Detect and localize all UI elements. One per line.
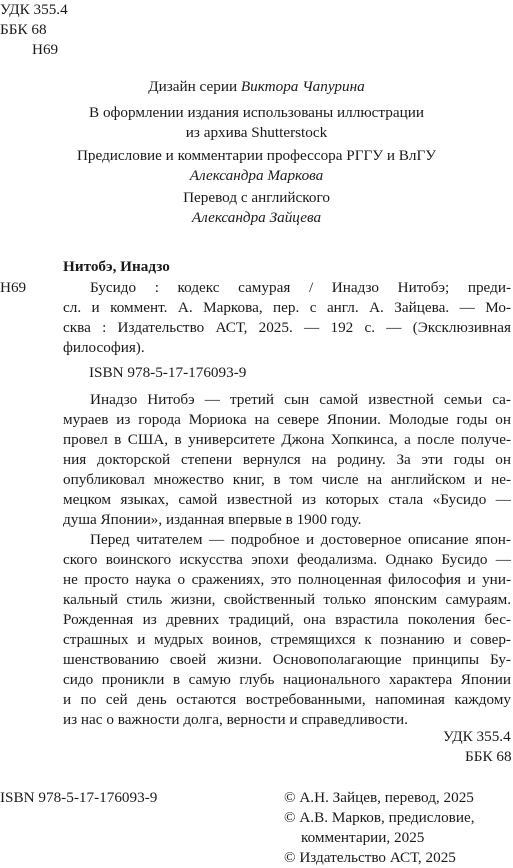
annotation-line: шенствованию своей жизни. Основополагающие принципы Бу- xyxy=(63,651,511,668)
catalog-author-mark: Н69 xyxy=(0,279,27,296)
translator-name: Александра Зайцева xyxy=(191,209,322,226)
annotation-line: кальный стиль жизни, свойственный только японским самураям. xyxy=(63,591,511,608)
udk-code-bottom: УДК 355.4 xyxy=(443,728,511,745)
catalog-entry-line: философия). xyxy=(63,339,145,356)
annotation-paragraph-1 xyxy=(63,390,511,530)
copyright-block xyxy=(284,788,475,868)
annotation-line: мецком языках, самой известной из которых стала «Бусидо — xyxy=(63,491,511,508)
annotation-line: мураев из города Мориока на севере Японии. Молодые годы он xyxy=(63,411,511,428)
annotation-line: страшных и мудрых воинов, стремящихся к познанию и совер- xyxy=(63,631,511,648)
annotation-line: и по сей день остаются востребованными, напоминая каждому xyxy=(63,691,511,708)
catalog-entry-line: сл. и коммент. А. Маркова, пер. с англ. А. Зайцева. — Мо- xyxy=(63,299,511,316)
copyright-line: © Издательство АСТ, 2025 xyxy=(284,849,456,866)
series-design-credit xyxy=(0,77,513,97)
annotation-line: опубликовал множество книг, в том числе на английском и не- xyxy=(63,471,511,488)
translation-credit xyxy=(0,188,513,228)
bbk-code-bottom: ББК 68 xyxy=(465,748,512,765)
preface-credit xyxy=(0,146,513,186)
annotation-line: Инадзо Нитобэ — третий сын самой известной семьи са- xyxy=(90,391,511,408)
bbk-code-top: ББК 68 xyxy=(0,21,47,38)
annotation-line: Перед читателем — подробное и достоверное описание япон- xyxy=(90,531,511,548)
catalog-entry xyxy=(63,278,511,358)
catalog-author-heading: Нитобэ, Инадзо xyxy=(63,258,170,275)
annotation-line: Рожденная из древних традиций, она взрастила поколения бес- xyxy=(63,611,511,628)
annotation-paragraph-2 xyxy=(63,530,511,730)
catalog-entry-line: Бусидо : кодекс самурая / Инадзо Нитобэ; преди- xyxy=(90,279,511,296)
annotation-line: ского воинского искусства эпохи феодализма. Однако Бусидо — xyxy=(63,551,511,568)
translation-line-1: Перевод с английского xyxy=(183,189,330,206)
series-design-prefix: Дизайн серии xyxy=(148,78,241,95)
copyright-line: © А.Н. Зайцев, перевод, 2025 xyxy=(284,789,474,806)
illustrations-credit xyxy=(0,103,513,143)
annotation-line: сидо проникли в самую глубь национального характера Японии xyxy=(63,671,511,688)
annotation-line: душа Японии», изданная впервые в 1900 году. xyxy=(63,511,362,528)
series-designer-name: Виктора Чапурина xyxy=(240,78,365,95)
udk-code-top: УДК 355.4 xyxy=(0,1,68,18)
annotation-line: ния докторской степени вернулся на родину. За эти годы он xyxy=(63,451,511,468)
preface-author-name: Александра Маркова xyxy=(189,167,324,184)
copyright-line: © А.В. Марков, предисловие, xyxy=(284,809,475,826)
illustrations-line-2: из архива Shutterstock xyxy=(185,124,328,141)
illustrations-line-1: В оформлении издания использованы иллюстрации xyxy=(89,104,424,121)
footer-isbn: ISBN 978-5-17-176093-9 xyxy=(0,789,158,806)
preface-line-1: Предисловие и комментарии профессора РГГУ и ВлГУ xyxy=(76,147,437,164)
author-mark-top: Н69 xyxy=(32,41,59,58)
annotation-line: не просто наука о сражениях, это полноценная философия и уни- xyxy=(63,571,511,588)
catalog-isbn: ISBN 978-5-17-176093-9 xyxy=(89,364,247,381)
annotation-line: из нас о важности долга, верности и справедливости. xyxy=(63,711,408,728)
catalog-entry-line: сква : Издательство АСТ, 2025. — 192 с. — (Эксклюзивная xyxy=(63,319,511,336)
copyright-line: комментарии, 2025 xyxy=(301,829,425,846)
annotation-line: провел в США, в университете Джона Хопкинса, а после получе- xyxy=(63,431,511,448)
